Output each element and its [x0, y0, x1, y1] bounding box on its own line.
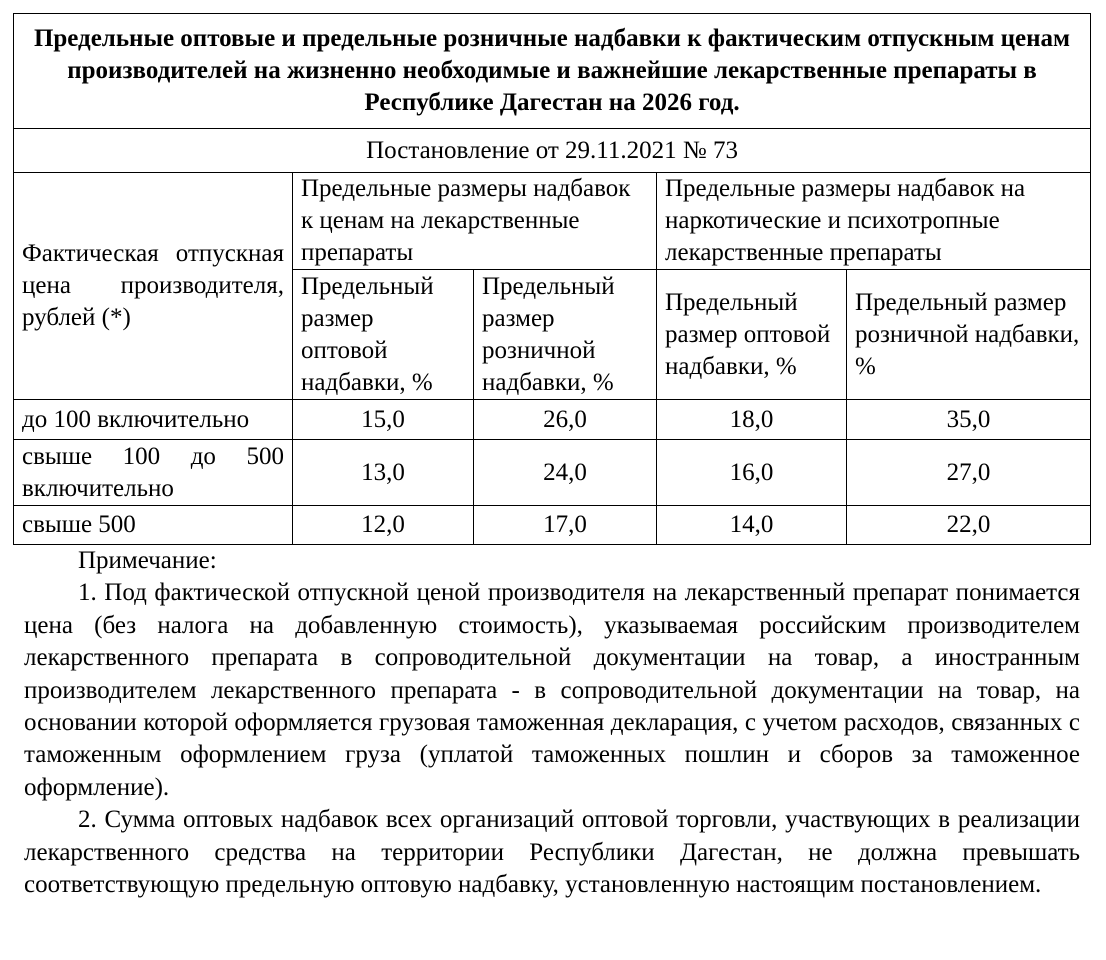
cell-general-wholesale: 13,0: [293, 440, 474, 506]
header-group-general: Предельные размеры надбавок к ценам на лекарственные препараты: [293, 173, 657, 270]
table-row: [14, 440, 1091, 506]
header-group-narcotic: Предельные размеры надбавок на наркотические и психотропные лекарственные препараты: [657, 173, 1091, 270]
header-general-wholesale: Предельный размер оптовой надбавки, %: [293, 270, 474, 400]
cell-narcotic-retail: 22,0: [847, 506, 1091, 545]
cell-narcotic-wholesale: 18,0: [657, 400, 847, 440]
cell-narcotic-wholesale: 16,0: [657, 440, 847, 506]
table-title: Предельные оптовые и предельные розничные надбавки к фактическим отпускным ценам производителей на жизненно необходимые и важнейшие лекарственные препараты в Республике Дагестан на 2026 год.: [14, 14, 1091, 129]
cell-narcotic-retail: 27,0: [847, 440, 1091, 506]
header-narcotic-retail: Предельный размер розничной надбавки, %: [847, 270, 1091, 400]
header-narcotic-wholesale: Предельный размер оптовой надбавки, %: [657, 270, 847, 400]
resolution-reference: Постановление от 29.11.2021 № 73: [14, 129, 1091, 173]
cell-general-wholesale: 12,0: [293, 506, 474, 545]
header-general-retail: Предельный размер розничной надбавки, %: [474, 270, 657, 400]
header-price-column: Фактическая отпускная цена производителя, рублей (*): [14, 173, 293, 400]
table-row: [14, 400, 1091, 440]
cell-narcotic-wholesale: 14,0: [657, 506, 847, 545]
cell-general-retail: 17,0: [474, 506, 657, 545]
note-item-2: 2. Сумма оптовых надбавок всех организаций оптовой торговли, участвующих в реализации лекарственного средства на территории Республики Дагестан, не должна превышать соответствующую предельную оптовую надбавку, установленную настоящим постановлением.: [24, 806, 1080, 899]
row-label: свыше 500: [14, 506, 293, 545]
note-item-1: 1. Под фактической отпускной ценой производителя на лекарственный препарат понимается цена (без налога на добавленную стоимость), указываемая российским производителем лекарственного препарата в сопроводительной документации на товар, а иностранным производителем лекарственного препарата - в сопроводительной документации на товар, на основании которой оформляется грузовая таможенная декларация, с учетом расходов, связанных с таможенным оформлением груза (уплатой таможенных пошлин и сборов за таможенное оформление).: [24, 579, 1080, 801]
cell-general-wholesale: 15,0: [293, 400, 474, 440]
cell-general-retail: 24,0: [474, 440, 657, 506]
cell-narcotic-retail: 35,0: [847, 400, 1091, 440]
cell-general-retail: 26,0: [474, 400, 657, 440]
markup-table: [13, 13, 1091, 545]
notes-heading: Примечание:: [78, 547, 217, 574]
notes-section: [24, 545, 1080, 901]
row-label: свыше 100 до 500 включительно: [14, 440, 293, 506]
row-label: до 100 включительно: [14, 400, 293, 440]
table-row: [14, 506, 1091, 545]
